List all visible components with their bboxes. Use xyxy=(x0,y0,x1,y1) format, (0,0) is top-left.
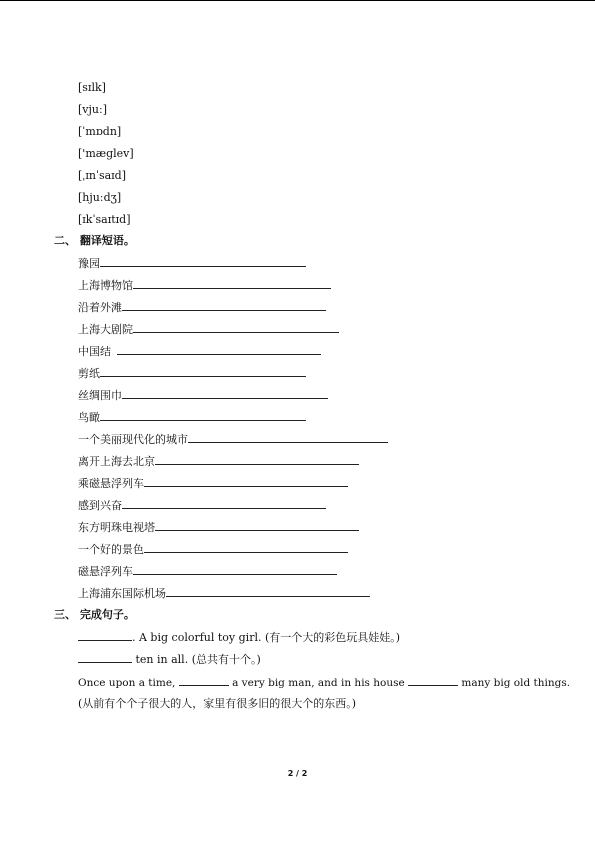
answer-blank[interactable] xyxy=(155,454,359,465)
section3-title: 三、 完成句子。 xyxy=(54,608,135,621)
phonetic-5: [ˌɪnˈsaɪd] xyxy=(78,169,126,182)
sentence-text: ten in all. (总共有十个。) xyxy=(132,653,261,666)
sentence-text: a very big man, and in his house xyxy=(228,677,409,689)
sentence-3-translation: (从前有个个子很大的人，家里有很多旧的很大个的东西。) xyxy=(78,697,357,710)
phrase-text: 中国结 xyxy=(78,345,111,358)
answer-blank[interactable] xyxy=(133,322,339,333)
answer-blank[interactable] xyxy=(179,675,229,686)
answer-blank[interactable] xyxy=(188,432,388,443)
phrase-text: 上海大剧院 xyxy=(78,323,133,336)
answer-blank[interactable] xyxy=(78,630,132,641)
phonetic-7: [ɪkˈsaɪtɪd] xyxy=(78,213,131,226)
sentence-text: Once upon a time, xyxy=(78,677,179,689)
answer-blank[interactable] xyxy=(133,278,331,289)
phrase-text: 剪纸 xyxy=(78,367,100,380)
page-number: 2 / 2 xyxy=(287,769,308,778)
phonetic-3: [ˈmɒdn] xyxy=(78,125,122,138)
sentence-2 xyxy=(78,652,261,667)
phrase-item xyxy=(78,366,306,381)
phrase-text: 一个美丽现代化的城市 xyxy=(78,433,188,446)
answer-blank[interactable] xyxy=(100,366,306,377)
sentence-3 xyxy=(78,675,570,690)
answer-blank[interactable] xyxy=(122,388,328,399)
sentence-text: . A big colorful toy girl. (有一个大的彩色玩具娃娃。) xyxy=(132,631,401,644)
answer-blank[interactable] xyxy=(144,476,348,487)
answer-blank[interactable] xyxy=(100,256,306,267)
phrase-item xyxy=(78,344,321,359)
phrase-text: 一个好的景色 xyxy=(78,543,144,556)
answer-blank[interactable] xyxy=(122,300,326,311)
phonetic-2: [vjuː] xyxy=(78,103,107,116)
phrase-item xyxy=(78,410,306,425)
phrase-item xyxy=(78,454,359,469)
phrase-text: 沿着外滩 xyxy=(78,301,122,314)
answer-blank[interactable] xyxy=(408,675,458,686)
phrase-item xyxy=(78,278,331,293)
phrase-item xyxy=(78,520,359,535)
answer-blank[interactable] xyxy=(133,564,337,575)
phrase-item xyxy=(78,476,348,491)
answer-blank[interactable] xyxy=(78,652,132,663)
phrase-item xyxy=(78,432,388,447)
phrase-text: 磁悬浮列车 xyxy=(78,565,133,578)
phonetic-4: ['mæglev] xyxy=(78,147,134,160)
answer-blank[interactable] xyxy=(117,344,321,355)
phrase-text: 东方明珠电视塔 xyxy=(78,521,155,534)
phrase-item xyxy=(78,564,337,579)
phrase-text: 鸟瞰 xyxy=(78,411,100,424)
phrase-text: 乘磁悬浮列车 xyxy=(78,477,144,490)
phrase-item xyxy=(78,498,326,513)
phonetic-1: [sɪlk] xyxy=(78,81,106,94)
answer-blank[interactable] xyxy=(155,520,359,531)
phonetic-6: [hjuːdʒ] xyxy=(78,191,122,204)
section2-title: 二、 翻译短语。 xyxy=(54,234,135,247)
phrase-text: 丝绸围巾 xyxy=(78,389,122,402)
phrase-item xyxy=(78,322,339,337)
phrase-item xyxy=(78,300,326,315)
phrase-item xyxy=(78,586,370,601)
phrase-item xyxy=(78,542,348,557)
sentence-1 xyxy=(78,630,400,645)
answer-blank[interactable] xyxy=(100,410,306,421)
top-rule xyxy=(0,0,595,1)
phrase-text: 离开上海去北京 xyxy=(78,455,155,468)
phrase-text: 上海博物馆 xyxy=(78,279,133,292)
phrase-text: 感到兴奋 xyxy=(78,499,122,512)
phrase-item xyxy=(78,256,306,271)
sentence-text: many big old things. xyxy=(458,677,571,689)
answer-blank[interactable] xyxy=(144,542,348,553)
phrase-item xyxy=(78,388,328,403)
phrase-text: 豫园 xyxy=(78,257,100,270)
answer-blank[interactable] xyxy=(166,586,370,597)
answer-blank[interactable] xyxy=(122,498,326,509)
phrase-text: 上海浦东国际机场 xyxy=(78,587,166,600)
